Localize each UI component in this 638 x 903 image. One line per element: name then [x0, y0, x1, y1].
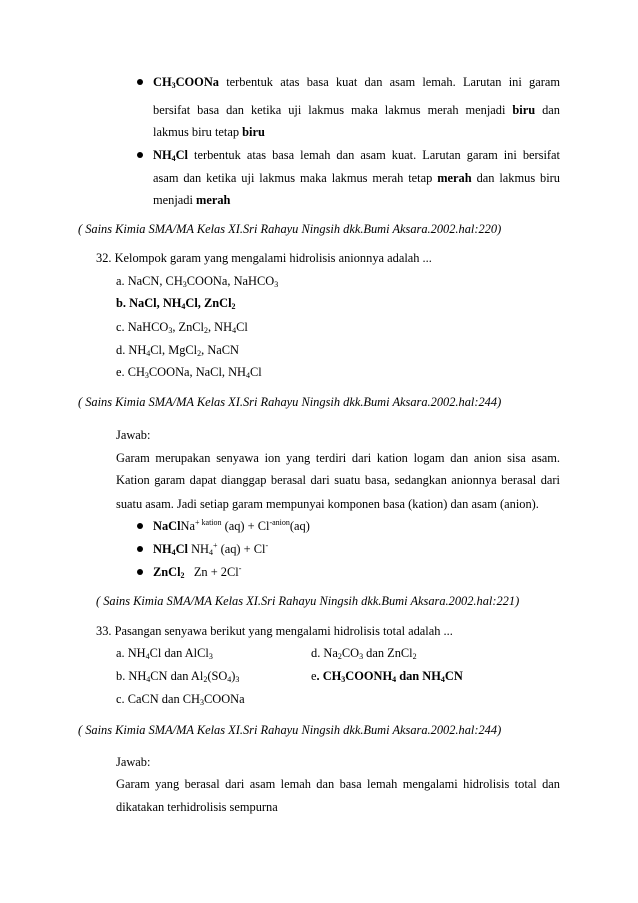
bullet-dot: [137, 546, 143, 552]
citation: ( Sains Kimia SMA/MA Kelas XI.Sri Rahayu Ningsih dkk.Bumi Aksara.2002.hal:220): [78, 222, 502, 236]
bullet-dot: [137, 523, 143, 529]
question-32: 32. Kelompok garam yang mengalami hidrolisis anionnya adalah ...: [96, 251, 432, 265]
formula: $NH_4Cl$: [153, 148, 188, 163]
bullet-text: $NH_4Cl$ terbentuk atas basa lemah dan asam kuat. Larutan garam ini bersifat: [153, 148, 560, 163]
reaction-nacl: NaClNa$^{+ kation}$ $(aq) + Cl^{-anion}(aq)$: [153, 518, 310, 533]
answer-paragraph: Garam yang berasal dari asam lemah dan basa lemah mengalami hidrolisis total dan: [116, 777, 560, 791]
answer-paragraph: suatu asam. Jadi setiap garam mempunyai komponen basa (kation) dan asam (anion).: [116, 497, 539, 511]
bullet-dot: [137, 79, 143, 85]
bullet-dot: [137, 152, 143, 158]
answer-paragraph: Kation garam dapat dianggap berasal dari suatu basa, sedangkan anionnya berasal dari: [116, 473, 560, 487]
bullet-text: menjadi merah: [153, 193, 231, 207]
citation: ( Sains Kimia SMA/MA Kelas XI.Sri Rahayu Ningsih dkk.Bumi Aksara.2002.hal:244): [78, 395, 502, 409]
citation: ( Sains Kimia SMA/MA Kelas XI.Sri Rahayu Ningsih dkk.Bumi Aksara.2002.hal:221): [96, 594, 520, 608]
bullet-dot: [137, 569, 143, 575]
answer-paragraph: dikatakan terhidrolisis sempurna: [116, 800, 278, 814]
answer-label: Jawab:: [116, 428, 151, 442]
option-c: c. CaCN dan $CH_3COONa$: [116, 692, 245, 707]
bullet-text: lakmus biru tetap biru: [153, 125, 265, 139]
option-b: b. $NH_4CN$ dan $Al_2(SO_4)_3$: [116, 669, 240, 684]
question-33: 33. Pasangan senyawa berikut yang mengalami hidrolisis total adalah ...: [96, 624, 453, 638]
bullet-text: bersifat basa dan ketika uji lakmus maka lakmus merah menjadi biru dan: [153, 103, 560, 117]
option-b-correct: b. NaCl, $NH_4Cl$, ZnCl$_2$: [116, 296, 236, 311]
reaction-nh4cl: $NH_4Cl$ $NH_4^+$ (aq) + Cl-: [153, 541, 269, 557]
option-a: a. $NH_4Cl$ dan AlCl$_3$: [116, 646, 213, 661]
option-a: a. NaCN, $CH_3COONa$, NaHCO$_3$: [116, 274, 279, 289]
answer-paragraph: Garam merupakan senyawa ion yang terdiri dari kation logam dan anion sisa asam.: [116, 451, 560, 465]
reaction-zncl2: ZnCl$_2$ Zn + 2Cl-: [153, 564, 242, 580]
option-e-correct: e. $CH_3COONH_4$ dan $NH_4CN$: [311, 669, 463, 684]
option-e: e. $CH_3COONa$, NaCl, $NH_4Cl$: [116, 365, 262, 380]
answer-label: Jawab:: [116, 755, 151, 769]
option-c: c. NaHCO$_3$, ZnCl$_2$, $NH_4Cl$: [116, 320, 248, 335]
formula: $CH_3COONa$: [153, 75, 219, 90]
option-d: d. $NH_4Cl$, MgCl$_2$, NaCN: [116, 343, 239, 358]
bullet-text: $CH_3COONa$ terbentuk atas basa kuat dan asam lemah. Larutan ini garam: [153, 75, 560, 90]
bullet-text: asam dan ketika uji lakmus maka lakmus merah tetap merah dan lakmus biru: [153, 171, 560, 185]
citation: ( Sains Kimia SMA/MA Kelas XI.Sri Rahayu Ningsih dkk.Bumi Aksara.2002.hal:244): [78, 723, 502, 737]
option-d: d. $Na_2CO_3$ dan ZnCl$_2$: [311, 646, 417, 661]
